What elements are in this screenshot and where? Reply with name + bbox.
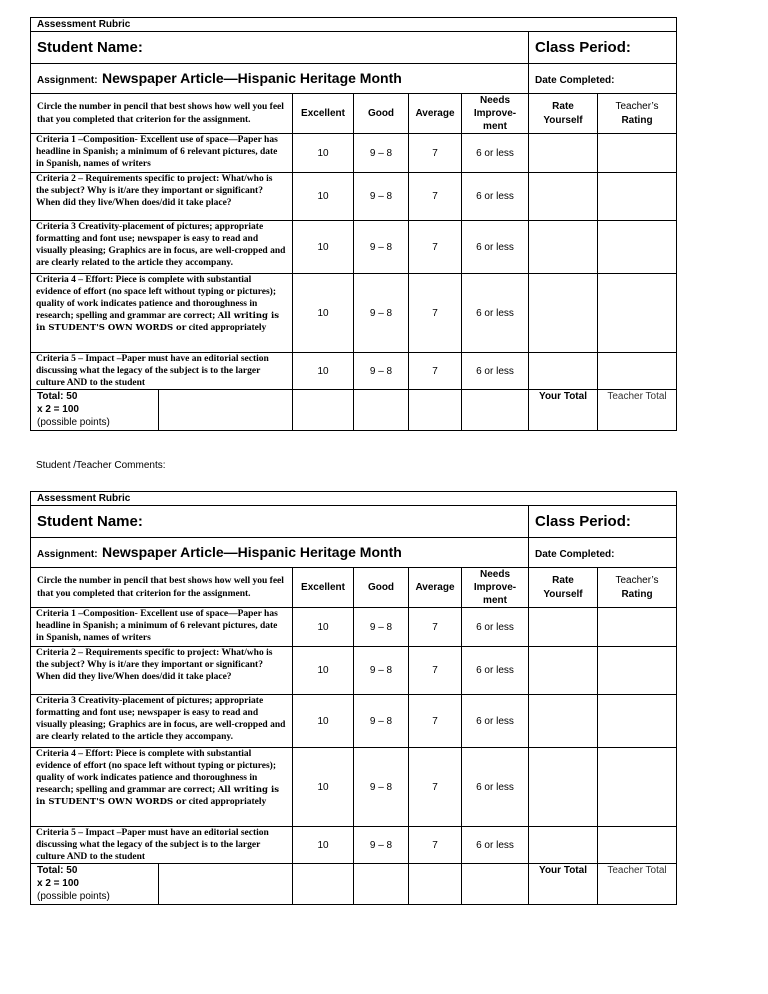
score-average[interactable]: 7 bbox=[409, 221, 462, 274]
score-average[interactable]: 7 bbox=[409, 608, 462, 647]
criteria-text: Criteria 3 Creativity-placement of pictures; appropriate formatting and font use; newspaper is easy to read and visually pleasing; Graphics are in focus, are well-cropped and are clearly related to the article they accompany. bbox=[31, 695, 293, 748]
criteria-text: Criteria 3 Creativity-placement of pictures; appropriate formatting and font use; newspaper is easy to read and visually pleasing; Graphics are in focus, are well-cropped and are clearly related to the article they accompany. bbox=[31, 221, 293, 274]
score-needs-improvement[interactable]: 6 or less bbox=[462, 748, 529, 827]
criteria-text: Criteria 2 – Requirements specific to project: What/who is the subject? Why is it/are they important or significant? When did they live/When does/did it take place? bbox=[31, 647, 293, 695]
criteria-table bbox=[30, 567, 677, 905]
score-excellent[interactable]: 10 bbox=[293, 221, 354, 274]
rate-yourself-cell[interactable] bbox=[529, 695, 598, 748]
rubric-header-table bbox=[30, 17, 677, 94]
teachers-rating-header: Teacher’s Rating bbox=[598, 94, 677, 134]
criteria-text: Criteria 1 –Composition- Excellent use of space—Paper has headline in Spanish; a minimum of 6 relevant pictures, date in Spanish, names of writers bbox=[31, 134, 293, 173]
score-average[interactable]: 7 bbox=[409, 274, 462, 353]
total-needs-cell[interactable] bbox=[462, 864, 529, 905]
criteria-emphasis: All writing is in STUDENT'S OWN WORDS or bbox=[36, 311, 279, 333]
criteria-row bbox=[31, 274, 677, 353]
criteria-row bbox=[31, 647, 677, 695]
total-row bbox=[31, 864, 677, 905]
teachers-rating-header: Teacher’s Rating bbox=[598, 568, 677, 608]
criteria-row bbox=[31, 173, 677, 221]
score-needs-improvement[interactable]: 6 or less bbox=[462, 353, 529, 390]
criteria-row bbox=[31, 748, 677, 827]
assignment-value: Newspaper Article—Hispanic Heritage Month bbox=[102, 543, 402, 560]
instructions: Circle the number in pencil that best shows how well you feel that you completed that criterion for the assignment. bbox=[31, 568, 293, 608]
rate-yourself-cell[interactable] bbox=[529, 608, 598, 647]
rate-yourself-cell[interactable] bbox=[529, 647, 598, 695]
total-average-cell[interactable] bbox=[409, 390, 462, 431]
your-total-cell[interactable]: Your Total bbox=[529, 864, 598, 905]
teacher-rating-cell[interactable] bbox=[598, 748, 677, 827]
assignment-value: Newspaper Article—Hispanic Heritage Month bbox=[102, 69, 402, 86]
score-needs-improvement[interactable]: 6 or less bbox=[462, 274, 529, 353]
score-excellent[interactable]: 10 bbox=[293, 274, 354, 353]
assignment-cell bbox=[31, 64, 529, 94]
score-needs-improvement[interactable]: 6 or less bbox=[462, 134, 529, 173]
total-excellent-cell[interactable] bbox=[293, 864, 354, 905]
score-good[interactable]: 9 – 8 bbox=[354, 608, 409, 647]
excellent-header: Excellent bbox=[293, 568, 354, 608]
instructions: Circle the number in pencil that best shows how well you feel that you completed that criterion for the assignment. bbox=[31, 94, 293, 134]
assignment-label: Assignment: bbox=[37, 74, 98, 86]
score-needs-improvement[interactable]: 6 or less bbox=[462, 173, 529, 221]
teacher-rating-cell[interactable] bbox=[598, 274, 677, 353]
score-average[interactable]: 7 bbox=[409, 827, 462, 864]
score-needs-improvement[interactable]: 6 or less bbox=[462, 221, 529, 274]
criteria-text: Criteria 1 –Composition- Excellent use of space—Paper has headline in Spanish; a minimum of 6 relevant pictures, date in Spanish, names of writers bbox=[31, 608, 293, 647]
total-needs-cell[interactable] bbox=[462, 390, 529, 431]
average-header: Average bbox=[409, 568, 462, 608]
score-good[interactable]: 9 – 8 bbox=[354, 748, 409, 827]
score-excellent[interactable]: 10 bbox=[293, 173, 354, 221]
criteria-row bbox=[31, 695, 677, 748]
rate-yourself-cell[interactable] bbox=[529, 221, 598, 274]
score-excellent[interactable]: 10 bbox=[293, 647, 354, 695]
teacher-rating-cell[interactable] bbox=[598, 221, 677, 274]
class-period-field[interactable]: Class Period: bbox=[529, 32, 677, 64]
comments-label: Student /Teacher Comments: bbox=[36, 460, 166, 471]
score-average[interactable]: 7 bbox=[409, 134, 462, 173]
date-completed-field[interactable] bbox=[529, 64, 677, 94]
total-good-cell[interactable] bbox=[354, 864, 409, 905]
your-total-cell[interactable]: Your Total bbox=[529, 390, 598, 431]
criteria-row bbox=[31, 827, 677, 864]
score-excellent[interactable]: 10 bbox=[293, 827, 354, 864]
rubric-header-table bbox=[30, 491, 677, 568]
score-needs-improvement[interactable]: 6 or less bbox=[462, 827, 529, 864]
criteria-text: Criteria 4 – Effort: Piece is complete with substantial evidence of effort (no space left without typing or pictures); quality of work indicates patience and thoroughness in research; spelling and grammar are correct; All writing is in STUDENT'S OWN WORDS or cited appropriately bbox=[31, 748, 293, 827]
score-needs-improvement[interactable]: 6 or less bbox=[462, 647, 529, 695]
student-name-field[interactable]: Student Name: bbox=[31, 506, 529, 538]
assignment-label: Assignment: bbox=[37, 548, 98, 560]
criteria-text: Criteria 4 – Effort: Piece is complete with substantial evidence of effort (no space left without typing or pictures); quality of work indicates patience and thoroughness in research; spelling and grammar are correct; All writing is in STUDENT'S OWN WORDS or cited appropriately bbox=[31, 274, 293, 353]
rate-yourself-cell[interactable] bbox=[529, 827, 598, 864]
score-good[interactable]: 9 – 8 bbox=[354, 647, 409, 695]
total-good-cell[interactable] bbox=[354, 390, 409, 431]
criteria-table bbox=[30, 93, 677, 431]
criteria-text: Criteria 2 – Requirements specific to project: What/who is the subject? Why is it/are they important or significant? When did they live/When does/did it take place? bbox=[31, 173, 293, 221]
needs-improvement-header: Needs Improve- ment bbox=[462, 94, 529, 134]
score-average[interactable]: 7 bbox=[409, 647, 462, 695]
score-excellent[interactable]: 10 bbox=[293, 695, 354, 748]
date-completed-field[interactable] bbox=[529, 538, 677, 568]
teacher-rating-cell[interactable] bbox=[598, 647, 677, 695]
criteria-row bbox=[31, 134, 677, 173]
teacher-rating-cell[interactable] bbox=[598, 173, 677, 221]
score-good[interactable]: 9 – 8 bbox=[354, 274, 409, 353]
rate-yourself-cell[interactable] bbox=[529, 353, 598, 390]
score-average[interactable]: 7 bbox=[409, 695, 462, 748]
criteria-row bbox=[31, 221, 677, 274]
rate-yourself-cell[interactable] bbox=[529, 134, 598, 173]
teacher-rating-cell[interactable] bbox=[598, 827, 677, 864]
criteria-text: Criteria 5 – Impact –Paper must have an editorial section discussing what the legacy of the subject is to the larger culture AND to the student bbox=[31, 827, 293, 864]
needs-improvement-header: Needs Improve- ment bbox=[462, 568, 529, 608]
criteria-row bbox=[31, 353, 677, 390]
good-header: Good bbox=[354, 94, 409, 134]
rate-yourself-cell[interactable] bbox=[529, 173, 598, 221]
student-name-field[interactable]: Student Name: bbox=[31, 32, 529, 64]
teacher-total-cell[interactable]: Teacher Total bbox=[598, 864, 677, 905]
score-excellent[interactable]: 10 bbox=[293, 353, 354, 390]
teacher-rating-cell[interactable] bbox=[598, 134, 677, 173]
score-good[interactable]: 9 – 8 bbox=[354, 221, 409, 274]
total-excellent-cell[interactable] bbox=[293, 390, 354, 431]
score-good[interactable]: 9 – 8 bbox=[354, 695, 409, 748]
score-average[interactable]: 7 bbox=[409, 173, 462, 221]
assessment-rubric-1 bbox=[30, 17, 676, 431]
assignment-cell bbox=[31, 538, 529, 568]
total-average-cell[interactable] bbox=[409, 864, 462, 905]
score-excellent[interactable]: 10 bbox=[293, 134, 354, 173]
teacher-rating-cell[interactable] bbox=[598, 353, 677, 390]
score-average[interactable]: 7 bbox=[409, 353, 462, 390]
criteria-emphasis: All writing is in STUDENT'S OWN WORDS or bbox=[36, 785, 279, 807]
total-points: Total: 50 x 2 = 100 (possible points) bbox=[31, 390, 293, 431]
score-needs-improvement[interactable]: 6 or less bbox=[462, 695, 529, 748]
criteria-header-row bbox=[31, 568, 677, 608]
rate-yourself-header: Rate Yourself bbox=[529, 94, 598, 134]
teacher-rating-cell[interactable] bbox=[598, 608, 677, 647]
total-row bbox=[31, 390, 677, 431]
score-needs-improvement[interactable]: 6 or less bbox=[462, 608, 529, 647]
teacher-total-cell[interactable]: Teacher Total bbox=[598, 390, 677, 431]
teacher-rating-cell[interactable] bbox=[598, 695, 677, 748]
rate-yourself-header: Rate Yourself bbox=[529, 568, 598, 608]
date-completed-label: Date Completed: bbox=[535, 74, 615, 86]
rate-yourself-cell[interactable] bbox=[529, 748, 598, 827]
criteria-text: Criteria 5 – Impact –Paper must have an editorial section discussing what the legacy of the subject is to the larger culture AND to the student bbox=[31, 353, 293, 390]
excellent-header: Excellent bbox=[293, 94, 354, 134]
score-good[interactable]: 9 – 8 bbox=[354, 827, 409, 864]
class-period-field[interactable]: Class Period: bbox=[529, 506, 677, 538]
score-excellent[interactable]: 10 bbox=[293, 608, 354, 647]
rubric-title: Assessment Rubric bbox=[31, 18, 677, 32]
assessment-rubric-2 bbox=[30, 491, 676, 905]
score-good[interactable]: 9 – 8 bbox=[354, 353, 409, 390]
score-good[interactable]: 9 – 8 bbox=[354, 134, 409, 173]
criteria-row bbox=[31, 608, 677, 647]
rubric-title: Assessment Rubric bbox=[31, 492, 677, 506]
total-points: Total: 50 x 2 = 100 (possible points) bbox=[31, 864, 293, 905]
score-excellent[interactable]: 10 bbox=[293, 748, 354, 827]
date-completed-label: Date Completed: bbox=[535, 548, 615, 560]
rate-yourself-cell[interactable] bbox=[529, 274, 598, 353]
good-header: Good bbox=[354, 568, 409, 608]
score-good[interactable]: 9 – 8 bbox=[354, 173, 409, 221]
criteria-header-row bbox=[31, 94, 677, 134]
average-header: Average bbox=[409, 94, 462, 134]
score-average[interactable]: 7 bbox=[409, 748, 462, 827]
